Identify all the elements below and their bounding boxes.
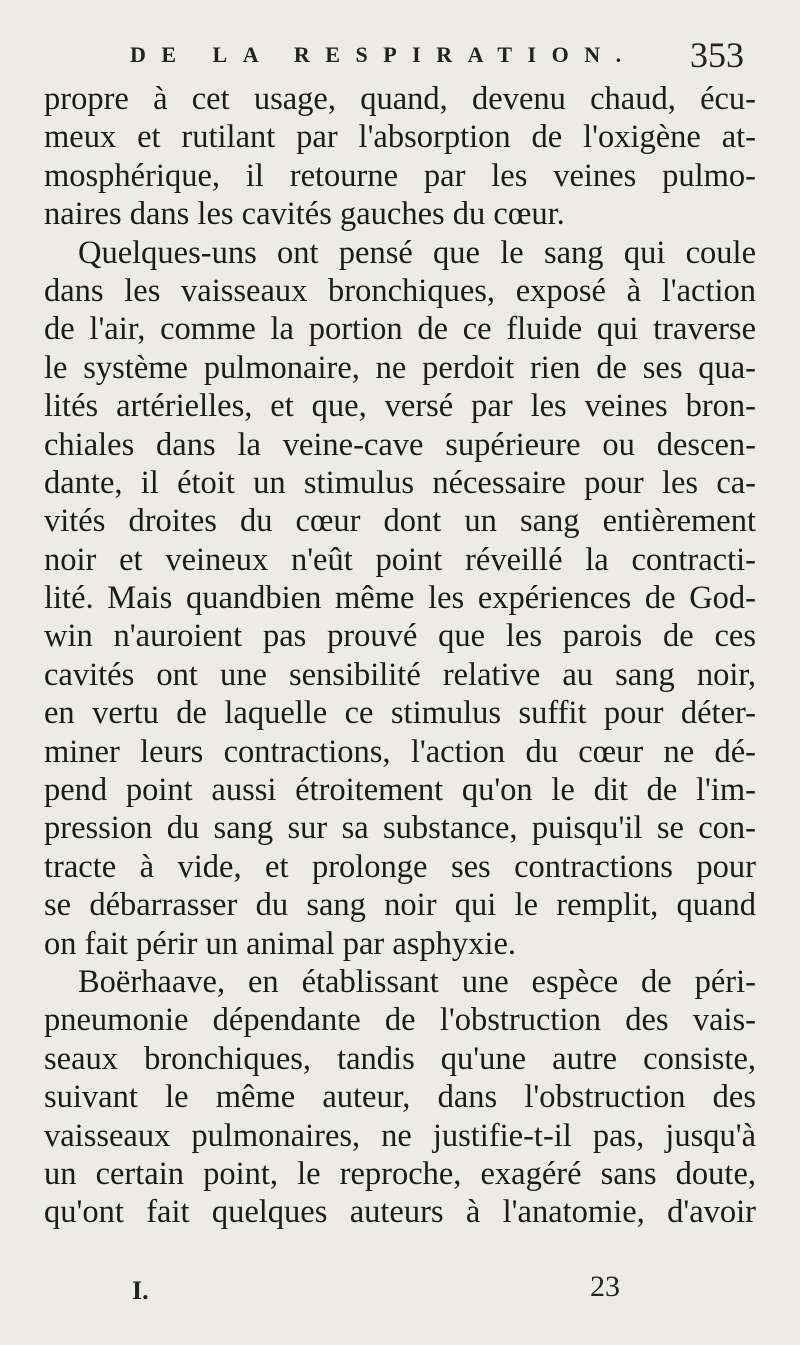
text-line: seaux bronchiques, tandis qu'une autre consiste, [44,1040,756,1077]
text-line: miner leurs contractions, l'action du cœur ne dé- [44,733,756,770]
text-line: win n'auroient pas prouvé que les parois de ces [44,618,756,655]
text-line: meux et rutilant par l'absorption de l'oxigène at- [44,119,756,156]
text-line: vaisseaux pulmonaires, ne justifie-t-il pas, jusqu'à [44,1117,756,1154]
text-line: propre à cet usage, quand, devenu chaud, écu- [44,81,756,117]
text-line: tracte à vide, et prolonge ses contractions pour [44,848,756,885]
text-line: pression du sang sur sa substance, puisqu'il se con- [44,810,756,847]
text-line: suivant le même auteur, dans l'obstruction des [44,1079,756,1116]
text-line: pend point aussi étroitement qu'on le dit de l'im- [44,772,756,809]
text-line: dans les vaisseaux bronchiques, exposé à l'action [44,272,756,309]
text-line: un certain point, le reproche, exagéré sans doute, [44,1155,756,1192]
page-header [0,34,800,84]
text-line: noir et veineux n'eût point réveillé la contracti- [44,541,756,578]
page-body [44,80,756,1232]
page-number: 353 [690,35,744,75]
text-line: lité. Mais quandbien même les expériences de God- [44,580,756,617]
text-line: qu'ont fait quelques auteurs à l'anatomie, d'avoir [44,1194,756,1231]
text-line: se débarrasser du sang noir qui le remplit, quand [44,887,756,924]
sheet-number: 23 [590,1270,620,1303]
text-line: le système pulmonaire, ne perdoit rien de ses qua- [44,349,756,386]
text-line: vités droites du cœur dont un sang entièrement [44,503,756,540]
text-line: naires dans les cavités gauches du cœur. [44,196,565,233]
text-line: chiales dans la veine-cave supérieure ou descen- [44,426,756,463]
text-line: cavités ont une sensibilité relative au sang noir, [44,656,756,693]
signature-mark: I. [132,1276,149,1305]
text-line: dante, il étoit un stimulus nécessaire pour les ca- [44,464,756,501]
text-line: de l'air, comme la portion de ce fluide qui traverse [44,311,756,348]
text-line: pneumonie dépendante de l'obstruction des vais- [44,1002,756,1039]
running-title: DE LA RESPIRATION. [130,42,637,67]
text-line: lités artérielles, et que, versé par les veines bron- [44,388,756,425]
text-line: on fait périr un animal par asphyxie. [44,925,516,962]
text-line: Boërhaave, en établissant une espèce de péri- [78,963,756,1000]
text-line: en vertu de laquelle ce stimulus suffit pour déter- [44,695,756,732]
text-line: mosphérique, il retourne par les veines pulmo- [44,157,756,194]
text-line: Quelques-uns ont pensé que le sang qui coule [78,234,756,271]
